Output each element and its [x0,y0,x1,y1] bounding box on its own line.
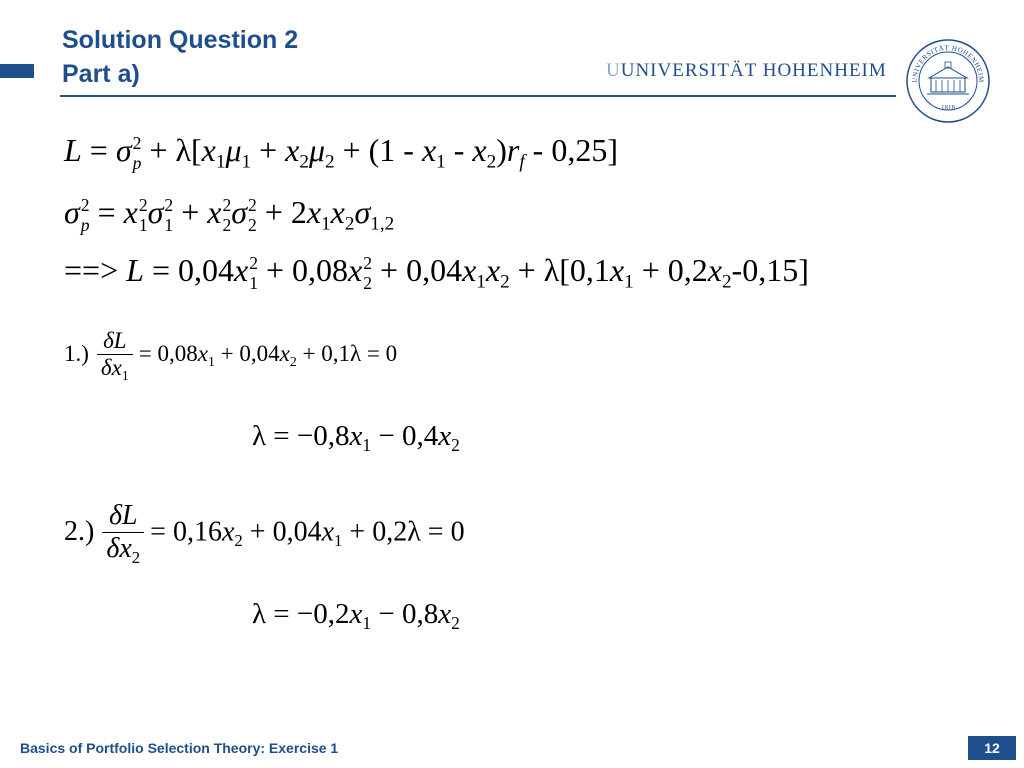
equation-lambda-2: $\lambda = -0,2x_1 - 0,8x_2$ [252,598,460,634]
footer-title: Basics of Portfolio Selection Theory: Exercise 1 [20,740,339,756]
slide-title-line-2: Part a) [62,60,140,88]
header-divider [60,95,896,97]
university-wordmark [606,60,887,82]
equation-derivative-x1: 1.) $\frac{\delta L}{\delta x_1}$ = $0,08x_1 + 0,04x_2 + 0,1\lambda = 0$ [64,328,398,383]
fraction-dL-dx1: $\frac{\delta L}{\delta x_1}$ [97,328,133,384]
page-number-badge: 12 [968,736,1016,760]
seal-top-text: UNIVERSITÄT HOHENHEIM [910,43,986,83]
equation-expanded-lagrangian: ==> L = 0,04x 2 1 + 0,08x 2 2 + $0,04x_1x_2 + \lambda[0,1x_1 + 0,2x_2-0,15]$ [64,252,809,293]
equation-derivative-x2: 2.) $\frac{\delta L}{\delta x_2}$ = $0,16x_2 + 0,04x_1 + 0,2\lambda = 0$ [64,500,465,567]
university-name: UNIVERSITÄT HOHENHEIM [620,60,887,81]
slide-title-line-1: Solution Question 2 [62,26,299,54]
fraction-dL-dx2: $\frac{\delta L}{\delta x_2}$ [102,500,144,568]
equation-lagrangian: L = σ 2 p + $\lambda[x_1\mu_1 + x_2\mu_2 + (1 - x_1 - x_2)r_f - 0,25]$ [64,132,618,173]
seal-year: 1818 [941,104,955,112]
university-mark: U [606,60,621,81]
university-seal-icon [905,38,991,124]
left-accent-bar [0,64,34,78]
equation-portfolio-variance: σ 2 p = x 2 1 σ 2 1 + x 2 2 σ 2 2 + $2x_1x_2\sigma_{1,2}$ [64,194,395,235]
equation-lambda-1: $\lambda = -0,8x_1 - 0,4x_2$ [252,420,460,456]
